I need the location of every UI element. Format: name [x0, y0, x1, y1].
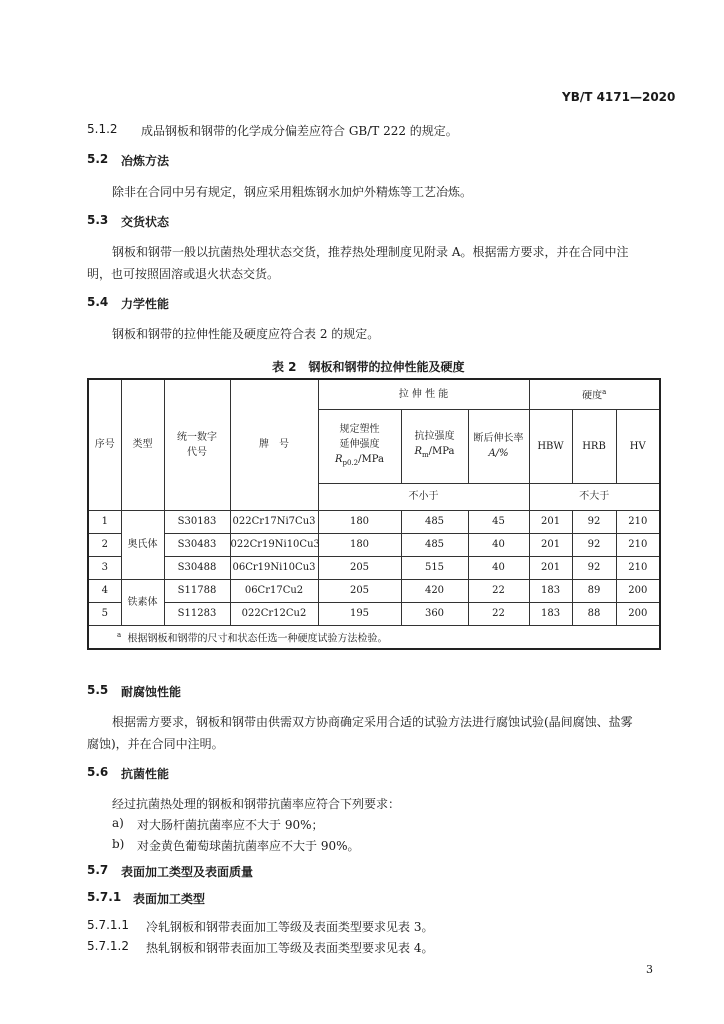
section-number: 5.3: [87, 213, 109, 227]
section-number: 5.6: [87, 765, 109, 779]
header-hv: HV: [616, 409, 660, 483]
group-austenitic: 奥氏体: [121, 510, 164, 579]
paragraph: 钢板和钢带的拉伸性能及硬度应符合表 2 的规定。: [112, 327, 380, 341]
table-footnote: $^a$ 根据钢板和钢带的尺寸和状态任选一种硬度试验方法检验。: [88, 625, 660, 649]
header-tensile-strength: 抗拉强度 $R_m$/MPa: [401, 409, 468, 483]
clause-text: 成品钢板和钢带的化学成分偏差应符合 GB/T 222 的规定。: [141, 124, 458, 138]
header-code: 统一数字 代号: [164, 379, 230, 510]
list-marker: a): [112, 816, 124, 830]
table-row: 4 铁素体 S11788 06Cr17Cu2 205 420 22 183 89 200: [88, 579, 660, 602]
list-item: 对金黄色葡萄球菌抗菌率应不大于 90%。: [137, 839, 360, 853]
paragraph-line: 根据需方要求，钢板和钢带由供需双方协商确定采用合适的试验方法进行腐蚀试验(晶间腐蚀、盐雾: [112, 715, 633, 729]
section-title: 冶炼方法: [121, 154, 170, 168]
table-row: 3 S30488 06Cr19Ni10Cu3 205 515 40 201 92 210: [88, 556, 660, 579]
section-title: 力学性能: [121, 297, 170, 311]
paragraph: 除非在合同中另有规定，钢应采用粗炼钢水加炉外精炼等工艺冶炼。: [112, 185, 473, 199]
clause-number: 5.7.1.1: [87, 918, 129, 932]
section-title: 抗菌性能: [121, 767, 170, 781]
section-title: 表面加工类型: [133, 892, 206, 906]
table-row: 1 奥氏体 S30183 022Cr17Ni7Cu3 180 485 45 201 92 210: [88, 510, 660, 533]
header-grade: 牌 号: [230, 379, 318, 510]
table-caption: 表 2 钢板和钢带的拉伸性能及硬度: [272, 360, 465, 374]
paragraph-line: 腐蚀)，并在合同中注明。: [87, 737, 224, 751]
section-number: 5.2: [87, 152, 109, 166]
section-number: 5.7.1: [87, 890, 122, 904]
section-number: 5.4: [87, 295, 109, 309]
group-ferritic: 铁素体: [121, 579, 164, 625]
section-number: 5.5: [87, 683, 109, 697]
clause-text: 热轧钢板和钢带表面加工等级及表面类型要求见表 4。: [146, 941, 434, 955]
section-title: 耐腐蚀性能: [121, 685, 182, 699]
table-row: 5 S11283 022Cr12Cu2 195 360 22 183 88 200: [88, 602, 660, 625]
not-more-than: 不大于: [529, 483, 660, 510]
table-row: 2 S30483 022Cr19Ni10Cu3 180 485 40 201 92 210: [88, 533, 660, 556]
not-less-than: 不小于: [318, 483, 529, 510]
section-title: 表面加工类型及表面质量: [121, 865, 254, 879]
header-type: 类型: [121, 379, 164, 510]
page-number: 3: [646, 963, 653, 976]
clause-number: 5.1.2: [87, 122, 118, 136]
standard-code: YB/T 4171—2020: [562, 90, 676, 104]
clause-text: 冷轧钢板和钢带表面加工等级及表面类型要求见表 3。: [146, 920, 434, 934]
paragraph-line: 明，也可按照固溶或退火状态交货。: [87, 267, 280, 281]
clause-number: 5.7.1.2: [87, 939, 129, 953]
paragraph-line: 钢板和钢带一般以抗菌热处理状态交货，推荐热处理制度见附录 A。根据需方要求，并在合同中注: [112, 245, 629, 259]
table-2: [87, 378, 661, 650]
list-marker: b): [112, 837, 125, 851]
section-title: 交货状态: [121, 215, 170, 229]
header-hbw: HBW: [529, 409, 572, 483]
list-item: 对大肠杆菌抗菌率应不大于 90%；: [137, 818, 324, 832]
paragraph: 经过抗菌热处理的钢板和钢带抗菌率应符合下列要求：: [112, 797, 401, 811]
section-number: 5.7: [87, 863, 109, 877]
header-elongation: 断后伸长率 A/%: [468, 409, 529, 483]
header-tensile: 拉 伸 性 能: [318, 379, 529, 409]
header-yield-strength: 规定塑性 延伸强度 $R_{p0.2}$/MPa: [318, 409, 401, 483]
header-hrb: HRB: [572, 409, 616, 483]
header-hardness: 硬度$^a$: [529, 379, 660, 409]
header-seq: 序号: [88, 379, 121, 510]
